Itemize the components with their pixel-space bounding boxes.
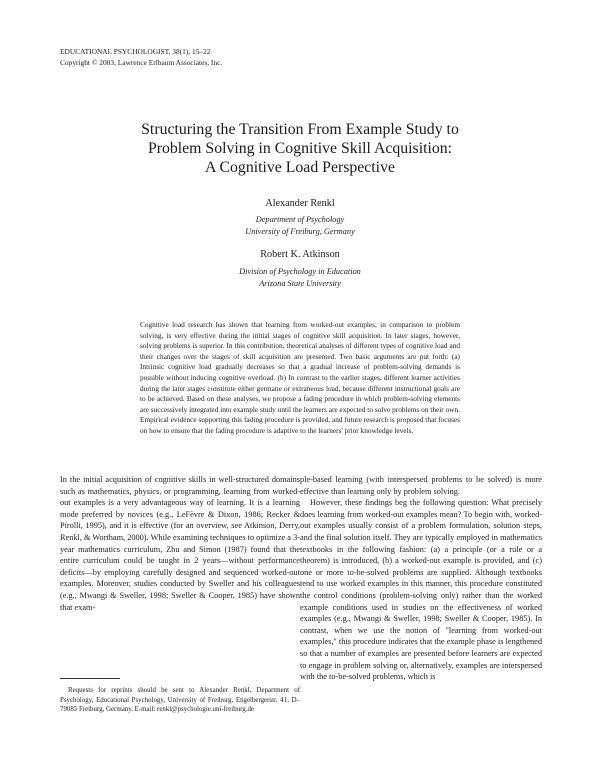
body-column-left bbox=[60, 474, 300, 613]
title-line-3: A Cognitive Load Perspective bbox=[205, 159, 395, 176]
body-paragraph: However, these findings beg the following question: What precisely does learning from worked-out examples mean? To begin with, worked-out examples usually consist of a problem formulation, solution steps, and the final solution itself. They are typically employed in mathematics textbooks in the following fashion: (a) a principle (or a rule or a theorem) is introduced, (b) a worked-out example is provided, and (c) one or more to-be-solved problems are supplied. Although textbooks tend to use worked examples in this manner, this procedure constituted the control conditions (problem-solving only) rather than the worked example conditions used in studies on the effectiveness of worked examples (e.g., Mwangi & Sweller, 1998; Sweller & Cooper, 1985). In contrast, when we use the notion of "learning from worked-out examples," this procedure indicates that the example phase is lengthened so that a number of examples are presented before learners are expected to engage in problem solving or, alternatively, examples are interspersed with the to-be-solved problems, which is bbox=[300, 498, 542, 682]
affiliation-department: Department of Psychology bbox=[255, 215, 345, 224]
body-paragraph: ple-based learning (with interspersed problems to be solved) is more effective than learning only by problem solving. bbox=[300, 475, 542, 496]
journal-citation: EDUCATIONAL PSYCHOLOGIST, 38(1), 15–22 bbox=[60, 47, 211, 56]
author-affiliation-2 bbox=[60, 266, 540, 289]
article-title bbox=[60, 120, 540, 177]
footnote-rule bbox=[60, 678, 120, 679]
footnote: Requests for reprints should be sent to Alexander Renkl, Department of Psychology, Educational Psychology, University of Freiburg, Engelbergerstr. 41, D–79085 Freiburg, Germany. E-mail: renkl@psychologie.uni-freiburg.de bbox=[60, 687, 300, 714]
copyright-notice: Copyright © 2003, Lawrence Erlbaum Associates, Inc. bbox=[60, 58, 223, 67]
title-line-1: Structuring the Transition From Example Study to bbox=[141, 121, 459, 138]
body-paragraph: In the initial acquisition of cognitive skills in well-structured domains such as mathematics, physics, or programming, learning from worked-out examples is a very advantageous way of learning. It is a learning mode preferred by novices (e.g., LeFèvre & Dixon, 1986; Recker & Pirolli, 1995), and it is effective (for an overview, see Atkinson, Derry, Renkl, & Wortham, 2000). While examining techniques to optimize a 3-year mathematics curriculum, Zhu and Simon (1987) found that the entire curriculum could be taught in 2 years—without performance deficits—by employing carefully designed and sequenced worked-out examples. Moreover, studies conducted by Sweller and his colleagues (e.g., Mwangi & Sweller, 1998; Sweller & Cooper, 1985) have shown that exam- bbox=[60, 475, 300, 612]
affiliation-university: University of Freiburg, Germany bbox=[245, 226, 355, 236]
affiliation-university: Arizona State University bbox=[259, 278, 341, 288]
affiliation-department: Division of Psychology in Education bbox=[239, 267, 361, 276]
running-header bbox=[60, 46, 222, 68]
author-name-1: Alexander Renkl bbox=[265, 198, 335, 209]
title-line-2: Problem Solving in Cognitive Skill Acquisition: bbox=[147, 140, 453, 157]
author-name-2: Robert K. Atkinson bbox=[260, 249, 340, 260]
abstract: Cognitive load research has shown that learning from worked-out examples, in comparison to problem solving, is very effective during the initial stages of cognitive skill acquisition. In later stages, however, solving problems is superior. In this contribution, theoretical analyses of different types of cognitive load and their changes over the stages of skill acquisition are presented. Two basic arguments are put forth: (a) Intrinsic cognitive load gradually decreases so that a gradual increase of problem-solving demands is possible without inducing cognitive overload. (b) In contrast to the earlier stages, different learner activities during the later stages constitute either germane or extraneous load, because different instructional goals are to be achieved. Based on these analyses, we propose a fading procedure in which problem-solving elements are successively integrated into example study until the learners are expected to solve problems on their own. Empirical evidence supporting this fading procedure is provided, and future research is proposed that focuses on how to ensure that the fading procedure is adaptive to the learners' prior knowledge levels. bbox=[140, 320, 460, 435]
author-affiliation-1 bbox=[60, 214, 540, 237]
body-column-right bbox=[300, 474, 542, 683]
